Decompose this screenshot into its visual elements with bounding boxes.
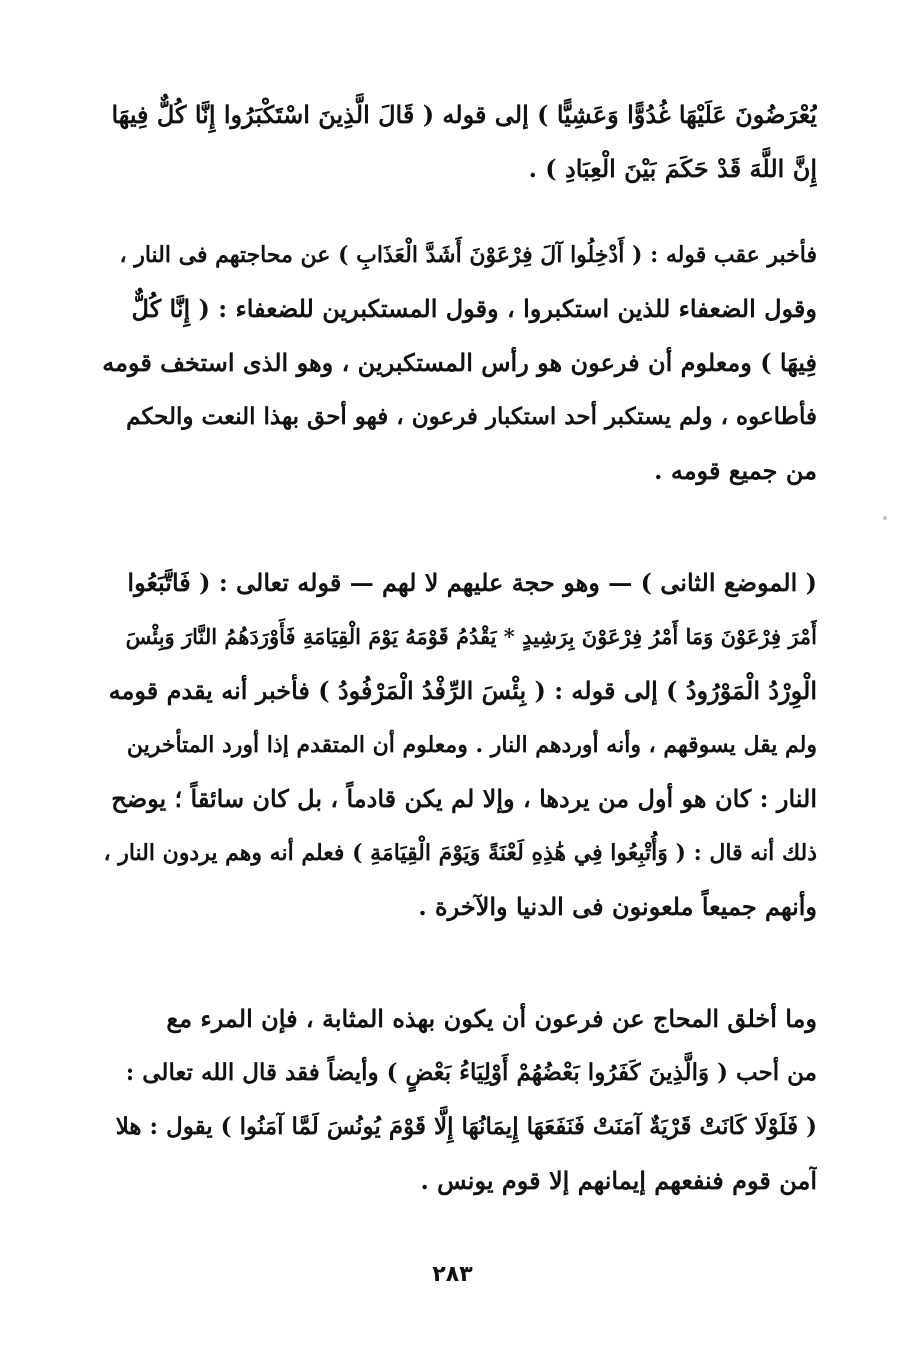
text-line: ذلك أنه قال : ( وَأُتْبِعُوا فِي هَٰذِهِ لَعْنَةً وَيَوْمَ الْقِيَامَةِ ) فعلم أنه وهم يردون النار ،: [103, 840, 817, 866]
paragraph-3: [100, 556, 817, 934]
text-line: ولم يقل يسوقهم ، وأنه أوردهم النار . ومعلوم أن المتقدم إذا أورد المتأخرين: [126, 732, 817, 758]
text-line: يُعْرَضُونَ عَلَيْهَا غُدُوًّا وَعَشِيًّا ) إلى قوله ( قَالَ الَّذِينَ اسْتَكْبَرُوا إِنَّا كُلٌّ فِيهَا: [111, 100, 817, 129]
text-line: فأطاعوه ، ولم يستكبر أحد استكبار فرعون ، فهو أحق بهذا النعت والحكم: [126, 403, 817, 430]
text-line: أَمْرَ فِرْعَوْنَ وَمَا أَمْرُ فِرْعَوْنَ بِرَشِيدٍ * يَقْدُمُ قَوْمَهُ يَوْمَ الْقِيَامَةِ فَأَوْرَدَهُمُ النَّارَ وَبِئْسَ: [125, 624, 817, 649]
text-line: ( الموضع الثانى ) — وهو حجة عليهم لا لهم — قوله تعالى : ( فَاتَّبَعُوا: [127, 568, 817, 597]
text-line: وأنهم جميعاً ملعونون فى الدنيا والآخرة .: [418, 892, 817, 921]
paragraph-1: [100, 88, 817, 196]
paragraph-2: [100, 228, 817, 498]
text-line: الْوِرْدُ الْمَوْرُودُ ) إلى قوله : ( بِئْسَ الرِّفْدُ الْمَرْفُودُ ) فأخبر أنه يقدم قومه: [108, 676, 817, 705]
paragraph-4: [100, 992, 817, 1208]
text-line: إِنَّ اللَّهَ قَدْ حَكَمَ بَيْنَ الْعِبَادِ ) .: [528, 154, 817, 183]
text-line: وما أخلق المحاج عن فرعون أن يكون بهذه المثابة ، فإن المرء مع: [166, 1004, 817, 1033]
text-line: النار : كان هو أول من يردها ، وإلا لم يكن قادماً ، بل كان سائقاً ؛ يوضح: [111, 784, 817, 813]
text-line: آمن قوم فنفعهم إيمانهم إلا قوم يونس .: [420, 1166, 817, 1195]
text-line: فِيهَا ) ومعلوم أن فرعون هو رأس المستكبرين ، وهو الذى استخف قومه: [102, 348, 817, 377]
margin-dot: [883, 516, 887, 520]
text-line: ( فَلَوْلَا كَانَتْ قَرْيَةٌ آمَنَتْ فَنَفَعَهَا إِيمَانُهَا إِلَّا قَوْمَ يُونُسَ لَمَّا آمَنُوا ) يقول : هلا: [115, 1113, 817, 1140]
text-line: من أحب ( وَالَّذِينَ كَفَرُوا بَعْضُهُمْ أَوْلِيَاءُ بَعْضٍ ) وأيضاً فقد قال الله تعالى :: [125, 1059, 817, 1086]
page-number: ٢٨٣: [432, 1262, 473, 1287]
text-line: من جميع قومه .: [654, 456, 817, 485]
text-line: وقول الضعفاء للذين استكبروا ، وقول المستكبرين للضعفاء : ( إِنَّا كُلٌّ: [131, 294, 817, 323]
text-line: فأخبر عقب قوله : ( أَدْخِلُوا آلَ فِرْعَوْنَ أَشَدَّ الْعَذَابِ ) عن محاجتهم فى النار ،: [119, 242, 817, 268]
